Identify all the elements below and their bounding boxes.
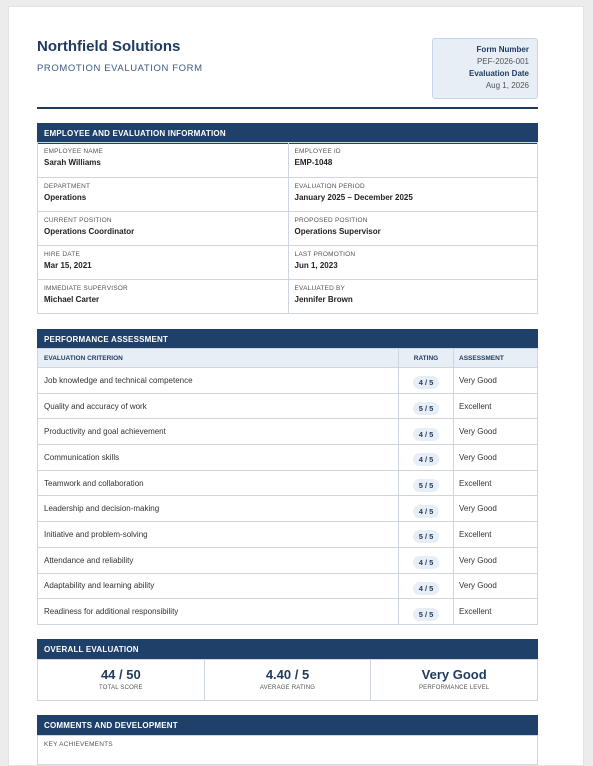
criterion-cell: Communication skills: [38, 445, 399, 471]
assessment-cell: Very Good: [454, 368, 538, 394]
evaluation-date: Aug 1, 2026: [485, 81, 529, 90]
section-title-comments: COMMENTS AND DEVELOPMENT: [37, 715, 538, 736]
form-title: PROMOTION EVALUATION FORM: [37, 63, 203, 74]
total-score-cell: [38, 660, 204, 700]
evaluation-date-label: Evaluation Date: [468, 69, 529, 78]
info-cell: [288, 178, 538, 211]
rating-badge: 5 / 5: [413, 479, 440, 492]
rating-badge: 4 / 5: [413, 582, 440, 595]
assessment-cell: Very Good: [454, 496, 538, 522]
criterion-cell: Productivity and goal achievement: [38, 419, 399, 445]
rating-badge: 4 / 5: [413, 556, 440, 569]
employee-info-grid: [37, 142, 538, 314]
criterion-cell: Job knowledge and technical competence: [38, 368, 399, 394]
field-value: Sarah Williams: [44, 158, 101, 167]
rating-badge: 4 / 5: [413, 428, 440, 441]
field-value: Michael Carter: [44, 295, 100, 304]
field-label: CURRENT POSITION: [44, 217, 112, 224]
field-label: HIRE DATE: [44, 251, 80, 258]
table-row: [38, 547, 538, 573]
table-row: [38, 445, 538, 471]
field-label: LAST PROMOTION: [294, 251, 356, 258]
document-header: [37, 38, 538, 110]
form-number-label: Form Number: [476, 45, 529, 54]
rating-cell: [399, 522, 454, 548]
criterion-cell: Teamwork and collaboration: [38, 470, 399, 496]
criterion-cell: Initiative and problem-solving: [38, 522, 399, 548]
performance-table: [37, 348, 538, 625]
info-row: [38, 211, 537, 245]
info-row: [38, 177, 537, 211]
criterion-cell: Adaptability and learning ability: [38, 573, 399, 599]
section-title-overall: OVERALL EVALUATION: [37, 639, 538, 660]
assessment-cell: Very Good: [454, 573, 538, 599]
assessment-cell: Very Good: [454, 445, 538, 471]
table-header-row: [38, 349, 538, 368]
info-cell: [288, 212, 538, 245]
info-cell: [288, 143, 538, 177]
section-title-employee: EMPLOYEE AND EVALUATION INFORMATION: [37, 123, 538, 144]
rating-cell: [399, 368, 454, 394]
assessment-cell: Excellent: [454, 470, 538, 496]
rating-cell: [399, 393, 454, 419]
company-name: Northfield Solutions: [37, 38, 181, 55]
assessment-cell: Excellent: [454, 522, 538, 548]
column-header-criterion: EVALUATION CRITERION: [38, 349, 399, 368]
assessment-cell: Very Good: [454, 419, 538, 445]
rating-cell: [399, 599, 454, 625]
performance-level-cell: [370, 660, 537, 700]
form-number: PEF-2026-001: [476, 57, 529, 66]
criterion-cell: Readiness for additional responsibility: [38, 599, 399, 625]
rating-cell: [399, 445, 454, 471]
rating-badge: 5 / 5: [413, 530, 440, 543]
field-value: Mar 15, 2021: [44, 261, 92, 270]
criterion-cell: Leadership and decision-making: [38, 496, 399, 522]
table-row: [38, 573, 538, 599]
criterion-cell: Attendance and reliability: [38, 547, 399, 573]
info-cell: [38, 178, 288, 211]
info-cell: [288, 280, 538, 313]
table-row: [38, 470, 538, 496]
info-cell: [38, 212, 288, 245]
table-row: [38, 419, 538, 445]
field-value: EMP-1048: [294, 158, 333, 167]
info-row: [38, 143, 537, 177]
comments-box: [37, 735, 538, 765]
table-row: [38, 393, 538, 419]
field-label: EVALUATION PERIOD: [294, 183, 365, 190]
info-row: [38, 279, 537, 313]
field-label: DEPARTMENT: [44, 183, 91, 190]
info-cell: [288, 246, 538, 279]
column-header-assessment: ASSESSMENT: [454, 349, 538, 368]
section-title-performance: PERFORMANCE ASSESSMENT: [37, 329, 538, 350]
field-label: EVALUATED BY: [294, 285, 346, 292]
total-score-label: TOTAL SCORE: [98, 685, 143, 691]
rating-cell: [399, 470, 454, 496]
assessment-cell: Excellent: [454, 599, 538, 625]
rating-cell: [399, 496, 454, 522]
criterion-cell: Quality and accuracy of work: [38, 393, 399, 419]
rating-badge: 5 / 5: [413, 402, 440, 415]
assessment-cell: Very Good: [454, 547, 538, 573]
field-value: Jun 1, 2023: [294, 261, 338, 270]
field-label: EMPLOYEE ID: [294, 148, 341, 155]
rating-cell: [399, 573, 454, 599]
table-row: [38, 496, 538, 522]
rating-cell: [399, 547, 454, 573]
field-value: January 2025 – December 2025: [294, 193, 413, 202]
field-value: Operations: [44, 193, 87, 202]
table-row: [38, 368, 538, 394]
field-label: PROPOSED POSITION: [294, 217, 368, 224]
column-header-rating: RATING: [399, 349, 454, 368]
info-cell: [38, 280, 288, 313]
rating-badge: 4 / 5: [413, 505, 440, 518]
performance-level-value: Very Good: [421, 667, 487, 682]
header-divider: [37, 107, 538, 109]
overall-evaluation-summary: [37, 659, 538, 701]
field-label: IMMEDIATE SUPERVISOR: [44, 285, 128, 292]
field-value: Operations Coordinator: [44, 227, 135, 236]
table-row: [38, 599, 538, 625]
field-value: Jennifer Brown: [294, 295, 353, 304]
rating-badge: 4 / 5: [413, 376, 440, 389]
assessment-cell: Excellent: [454, 393, 538, 419]
rating-cell: [399, 419, 454, 445]
field-value: Operations Supervisor: [294, 227, 381, 236]
info-cell: [38, 246, 288, 279]
performance-level-label: PERFORMANCE LEVEL: [418, 685, 490, 691]
average-rating-value: 4.40 / 5: [265, 667, 310, 682]
key-achievements-label: KEY ACHIEVEMENTS: [44, 741, 113, 748]
info-cell: [38, 143, 288, 177]
average-rating-label: AVERAGE RATING: [259, 685, 316, 691]
total-score-value: 44 / 50: [100, 667, 141, 682]
field-label: EMPLOYEE NAME: [44, 148, 103, 155]
rating-badge: 4 / 5: [413, 453, 440, 466]
info-row: [38, 245, 537, 279]
table-row: [38, 522, 538, 548]
form-info-box: [432, 38, 538, 99]
average-rating-cell: [204, 660, 371, 700]
rating-badge: 5 / 5: [413, 608, 440, 621]
